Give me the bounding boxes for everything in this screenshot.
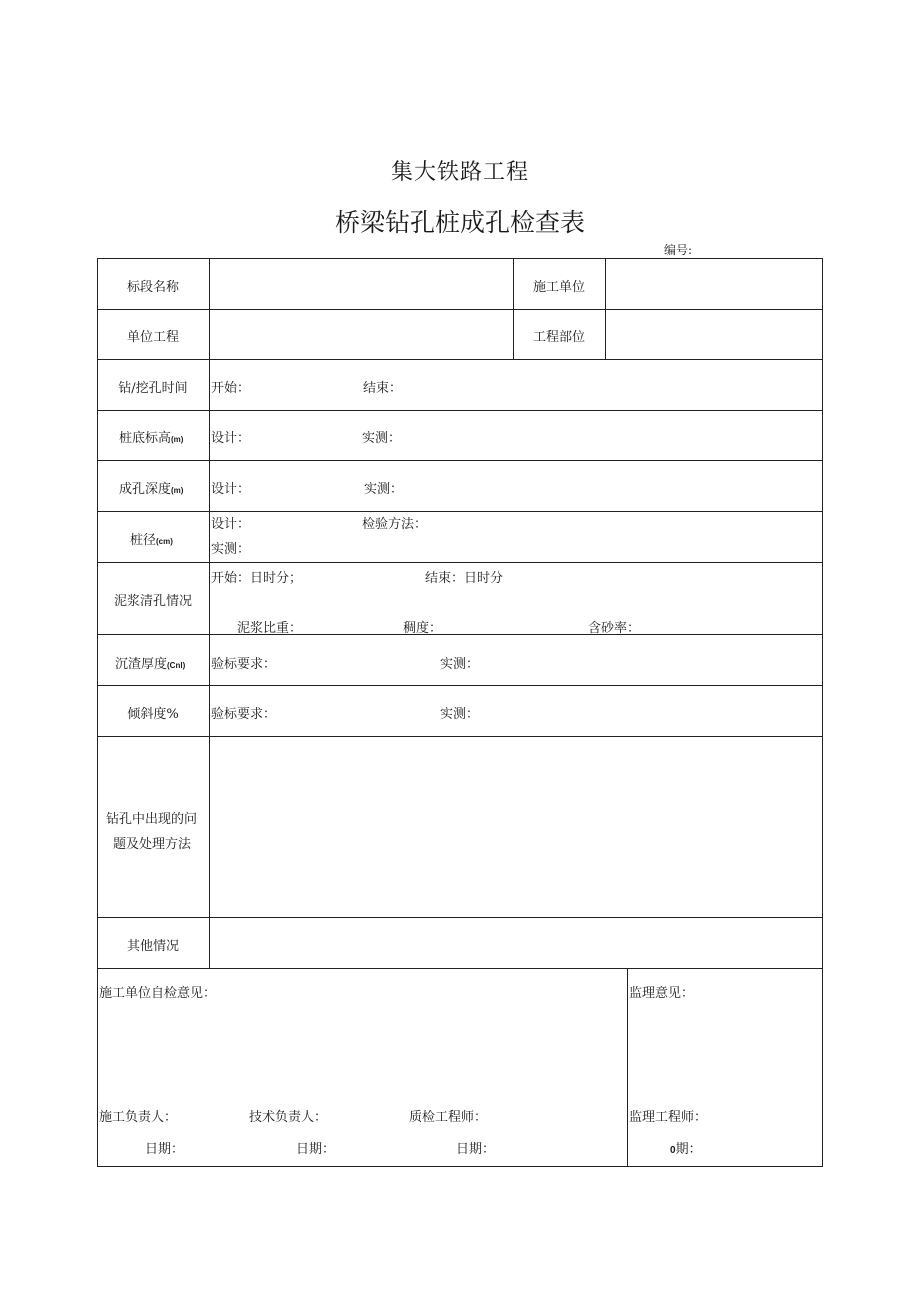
serial-number-label: 编号:	[664, 243, 693, 257]
row-divider	[97, 685, 823, 686]
problems-value[interactable]	[211, 738, 820, 915]
contractor-value[interactable]	[607, 260, 820, 307]
row-divider	[97, 460, 823, 461]
table-border-bottom	[97, 1166, 823, 1167]
footer-column-divider	[627, 968, 628, 1166]
pile-diameter-measured-field[interactable]: 实测：	[211, 542, 251, 557]
row-divider	[97, 309, 823, 310]
pile-diameter-unit: (cm)	[156, 537, 173, 546]
hole-depth-label	[119, 478, 183, 497]
sediment-label	[115, 653, 185, 672]
construction-lead-field[interactable]: 施工负责人：	[99, 1110, 178, 1125]
problems-label-line2: 题及处理方法	[113, 837, 192, 852]
row-divider	[97, 562, 823, 563]
contractor-label: 施工单位	[532, 280, 585, 295]
unit-project-value[interactable]	[211, 311, 511, 357]
pile-bottom-measured-field[interactable]: 实测：	[362, 431, 402, 446]
row-divider	[97, 511, 823, 512]
unit-project-label: 单位工程	[126, 330, 179, 345]
mud-clean-label: 泥浆清孔情况	[113, 594, 192, 609]
hole-depth-unit: (m)	[171, 486, 184, 495]
row-divider	[97, 736, 823, 737]
drill-end-field[interactable]: 结束：	[363, 381, 403, 396]
label-column-divider	[209, 258, 210, 968]
row-divider	[97, 359, 823, 360]
pile-diameter-design-field[interactable]: 设计：	[211, 517, 251, 532]
supervisor-field[interactable]: 监理工程师：	[629, 1110, 708, 1125]
problems-label-line1: 钻孔中出现的问	[106, 812, 198, 827]
sediment-requirement-field[interactable]: 验标要求：	[211, 657, 277, 672]
sediment-text: 沉渣厚度	[115, 657, 168, 672]
self-check-label: 施工单位自检意见：	[99, 986, 217, 1001]
supervisor-date-zero: 0	[670, 1145, 676, 1156]
project-part-value[interactable]	[607, 311, 820, 357]
drill-start-field[interactable]: 开始：	[211, 381, 251, 396]
row-divider	[97, 968, 823, 969]
pile-bottom-text: 桩底标高	[119, 431, 172, 446]
mud-gravity-field[interactable]: 泥浆比重：	[237, 621, 303, 636]
section-name-value[interactable]	[211, 260, 511, 307]
column-divider	[605, 258, 606, 359]
table-border-right	[822, 258, 823, 1167]
other-label: 其他情况	[126, 939, 179, 954]
viscosity-field[interactable]: 稠度：	[403, 621, 443, 636]
row-divider	[97, 634, 823, 635]
qc-engineer-field[interactable]: 质检工程师：	[409, 1110, 488, 1125]
hole-depth-design-field[interactable]: 设计：	[211, 482, 251, 497]
tech-lead-date[interactable]: 日期：	[296, 1142, 336, 1157]
tilt-label: 倾斜度%	[127, 707, 179, 722]
pile-bottom-unit: (m)	[171, 435, 184, 444]
pile-bottom-label	[119, 427, 183, 446]
row-divider	[97, 917, 823, 918]
mud-start-field[interactable]: 开始：日时分；	[211, 571, 303, 586]
project-title: 集大铁路工程	[390, 160, 529, 185]
pile-bottom-design-field[interactable]: 设计：	[211, 431, 251, 446]
tech-lead-field[interactable]: 技术负责人：	[249, 1110, 328, 1125]
mud-end-field[interactable]: 结束：日时分	[425, 571, 504, 586]
form-title: 桥梁钻孔桩成孔检查表	[334, 208, 585, 237]
construction-lead-date[interactable]: 日期：	[145, 1142, 185, 1157]
qc-engineer-date[interactable]: 日期：	[456, 1142, 496, 1157]
supervisor-date[interactable]	[670, 1138, 702, 1157]
hole-depth-text: 成孔深度	[119, 482, 172, 497]
project-part-label: 工程部位	[532, 330, 585, 345]
pile-diameter-label	[130, 529, 173, 548]
sediment-unit: (Cnl)	[167, 661, 186, 670]
sand-rate-field[interactable]: 含砂率：	[588, 621, 641, 636]
hole-depth-measured-field[interactable]: 实测：	[364, 482, 404, 497]
section-name-label: 标段名称	[126, 280, 179, 295]
tilt-measured-field[interactable]: 实测：	[440, 707, 480, 722]
inspect-method-field[interactable]: 检验方法：	[362, 517, 428, 532]
pile-diameter-text: 桩径	[130, 533, 157, 548]
tilt-requirement-field[interactable]: 验标要求：	[211, 707, 277, 722]
sediment-measured-field[interactable]: 实测：	[440, 657, 480, 672]
supervision-label: 监理意见：	[629, 986, 695, 1001]
table-border-top	[97, 258, 823, 259]
other-value[interactable]	[211, 919, 820, 966]
supervisor-date-text: 期：	[675, 1142, 702, 1157]
drill-time-label: 钻/挖孔时间	[118, 381, 188, 396]
row-divider	[97, 410, 823, 411]
